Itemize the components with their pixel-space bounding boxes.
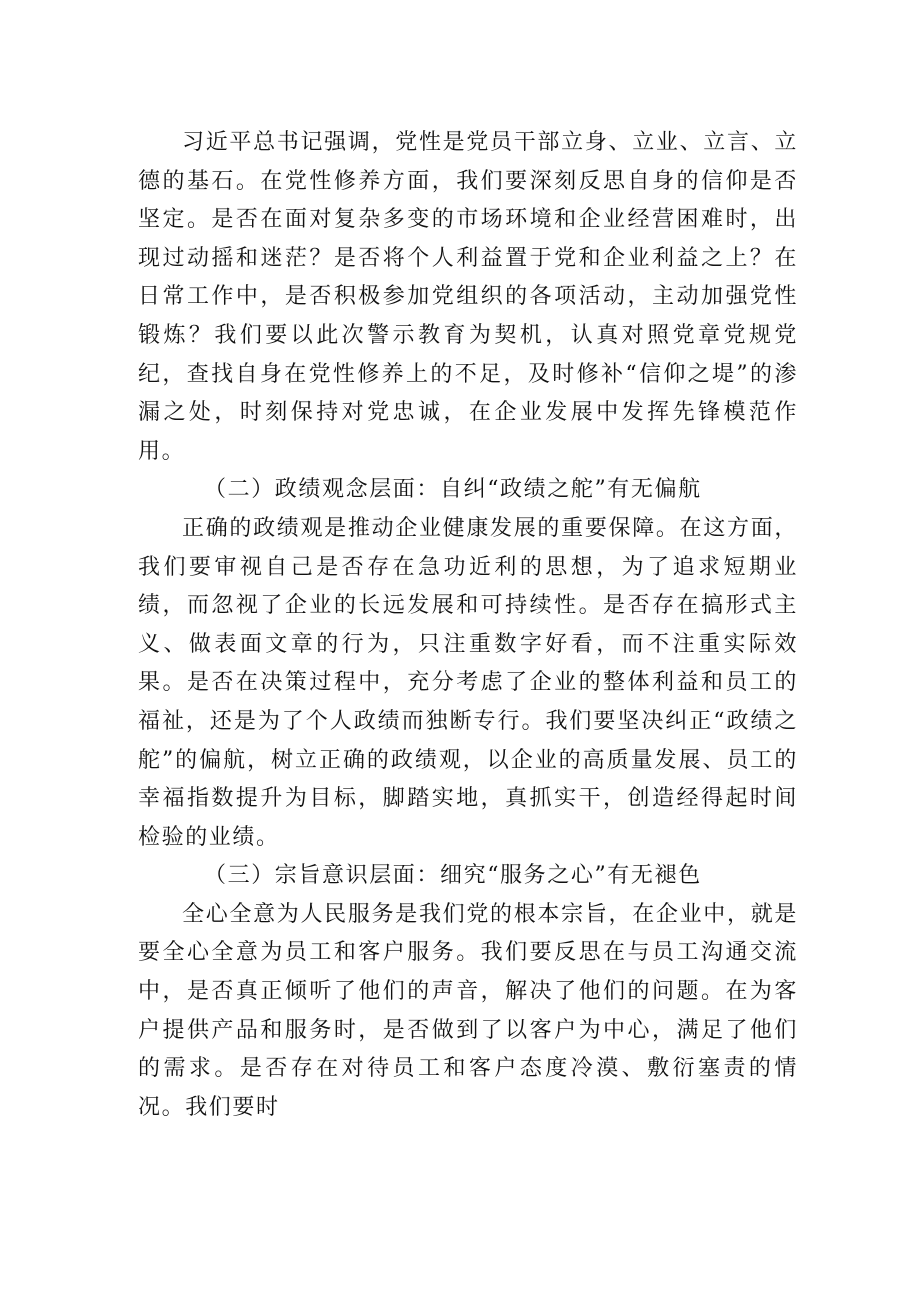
service-purpose-paragraph: 全心全意为人民服务是我们党的根本宗旨，在企业中，就是要全心全意为员工和客户服务。我们要反思在与员工沟通交流中，是否真正倾听了他们的声音，解决了他们的问题。在为客户提供产品和服务时，是否做到了以客户为中心，满足了他们的需求。是否存在对待员工和客户态度冷漠、敷衍塞责的情况。我们要时 <box>138 901 798 1120</box>
party-spirit-paragraph: 习近平总书记强调，党性是党员干部立身、立业、立言、立德的基石。在党性修养方面，我们要深刻反思自身的信仰是否坚定。是否在面对复杂多变的市场环境和企业经营困难时，出现过动摇和迷茫？是否将个人利益置于党和企业利益之上？在日常工作中，是否积极参加党组织的各项活动，主动加强党性锻炼？我们要以此次警示教育为契机，认真对照党章党规党纪，查找自身在党性修养上的不足，及时修补“信仰之堤”的渗漏之处，时刻保持对党忠诚，在企业发展中发挥先锋模范作用。 <box>138 130 798 464</box>
section-heading-service-purpose: （三）宗旨意识层面：细究“服务之心”有无褪色 <box>204 863 702 889</box>
political-performance-paragraph: 正确的政绩观是推动企业健康发展的重要保障。在这方面，我们要审视自己是否存在急功近利的思想，为了追求短期业绩，而忽视了企业的长远发展和可持续性。是否存在搞形式主义、做表面文章的行为，只注重数字好看，而不注重实际效果。是否在决策过程中，充分考虑了企业的整体利益和员工的福祉，还是为了个人政绩而独断专行。我们要坚决纠正“政绩之舵”的偏航，树立正确的政绩观，以企业的高质量发展、员工的幸福指数提升为目标，脚踏实地，真抓实干，创造经得起时间检验的业绩。 <box>138 515 798 850</box>
document-body <box>138 124 798 1127</box>
section-heading-political-performance: （二）政绩观念层面：自纠“政绩之舵”有无偏航 <box>204 477 702 503</box>
